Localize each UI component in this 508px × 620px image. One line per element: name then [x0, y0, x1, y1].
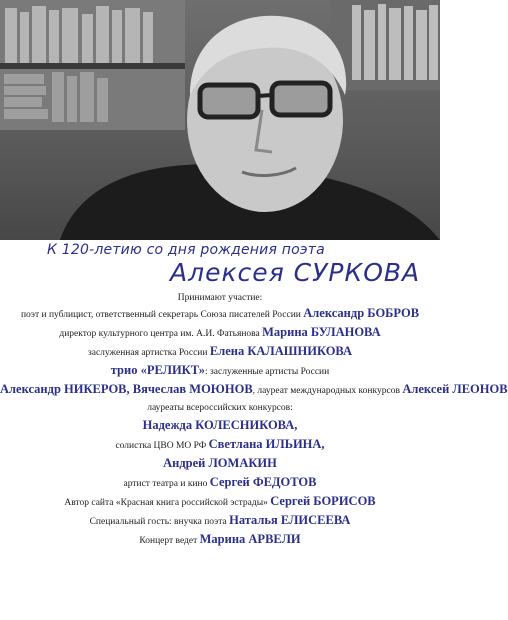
- credit-name: Сергей БОРИСОВ: [270, 494, 376, 508]
- credit-name: Алексей ЛЕОНОВ: [402, 382, 508, 396]
- credit-name: Елена КАЛАШНИКОВА: [209, 344, 352, 358]
- credit-row: [0, 531, 440, 550]
- credit-name: трио «РЕЛИКТ»: [110, 363, 206, 377]
- credit-role: поэт и публицист, ответственный секретарь Союза писателей России: [20, 310, 304, 320]
- credit-row: [0, 305, 440, 324]
- credit-role: лауреаты всероссийских конкурсов:: [147, 403, 293, 413]
- credit-role: солистка ЦВО МО РФ: [115, 441, 209, 451]
- credit-role: Концерт ведет: [139, 536, 200, 546]
- credit-name: Андрей ЛОМАКИН: [163, 456, 277, 470]
- credit-row: [0, 512, 440, 531]
- credit-row: [0, 400, 440, 417]
- credit-role: Автор сайта «Красная книга российской эстрады»: [64, 498, 271, 508]
- credit-name: Марина АРВЕЛИ: [199, 532, 301, 546]
- credit-name: Сергей ФЕДОТОВ: [209, 475, 317, 489]
- credit-role: : заслуженные артисты России: [205, 367, 330, 377]
- credit-role: артист театра и кино: [123, 479, 210, 489]
- credit-row: [0, 362, 440, 381]
- credit-role: , лауреат международных конкурсов: [252, 386, 403, 396]
- credit-row: [0, 343, 440, 362]
- credit-row: [0, 324, 440, 343]
- credit-role: заслуженная артистка России: [88, 348, 210, 358]
- credit-name: Наталья ЕЛИСЕЕВА: [229, 513, 351, 527]
- credit-name: Александр БОБРОВ: [303, 306, 420, 320]
- credit-name: Светлана ИЛЬИНА,: [208, 437, 325, 451]
- credit-role: Специальный гость: внучка поэта: [89, 517, 230, 527]
- credit-name: Надежда КОЛЕСНИКОВА,: [142, 418, 298, 432]
- headline: [0, 240, 440, 295]
- headline-line-2: Алексея СУРКОВА: [170, 258, 421, 287]
- intro-text: Принимают участие:: [177, 293, 263, 303]
- headline-line-1: К 120-летию со дня рождения поэта: [47, 242, 325, 258]
- credit-row: [0, 455, 440, 474]
- credits-block: [0, 292, 508, 550]
- credit-row: [0, 381, 508, 400]
- credit-name: Александр НИКЕРОВ, Вячеслав МОЮНОВ: [0, 382, 253, 396]
- credit-row: [0, 417, 440, 436]
- portrait-photo: [0, 0, 440, 240]
- credit-row: [0, 493, 440, 512]
- credit-row: [0, 474, 440, 493]
- credit-role: директор культурного центра им. А.И. Фатьянова: [59, 329, 263, 339]
- credit-name: Марина БУЛАНОВА: [262, 325, 381, 339]
- credit-row: [0, 436, 440, 455]
- credits-intro: [0, 292, 440, 305]
